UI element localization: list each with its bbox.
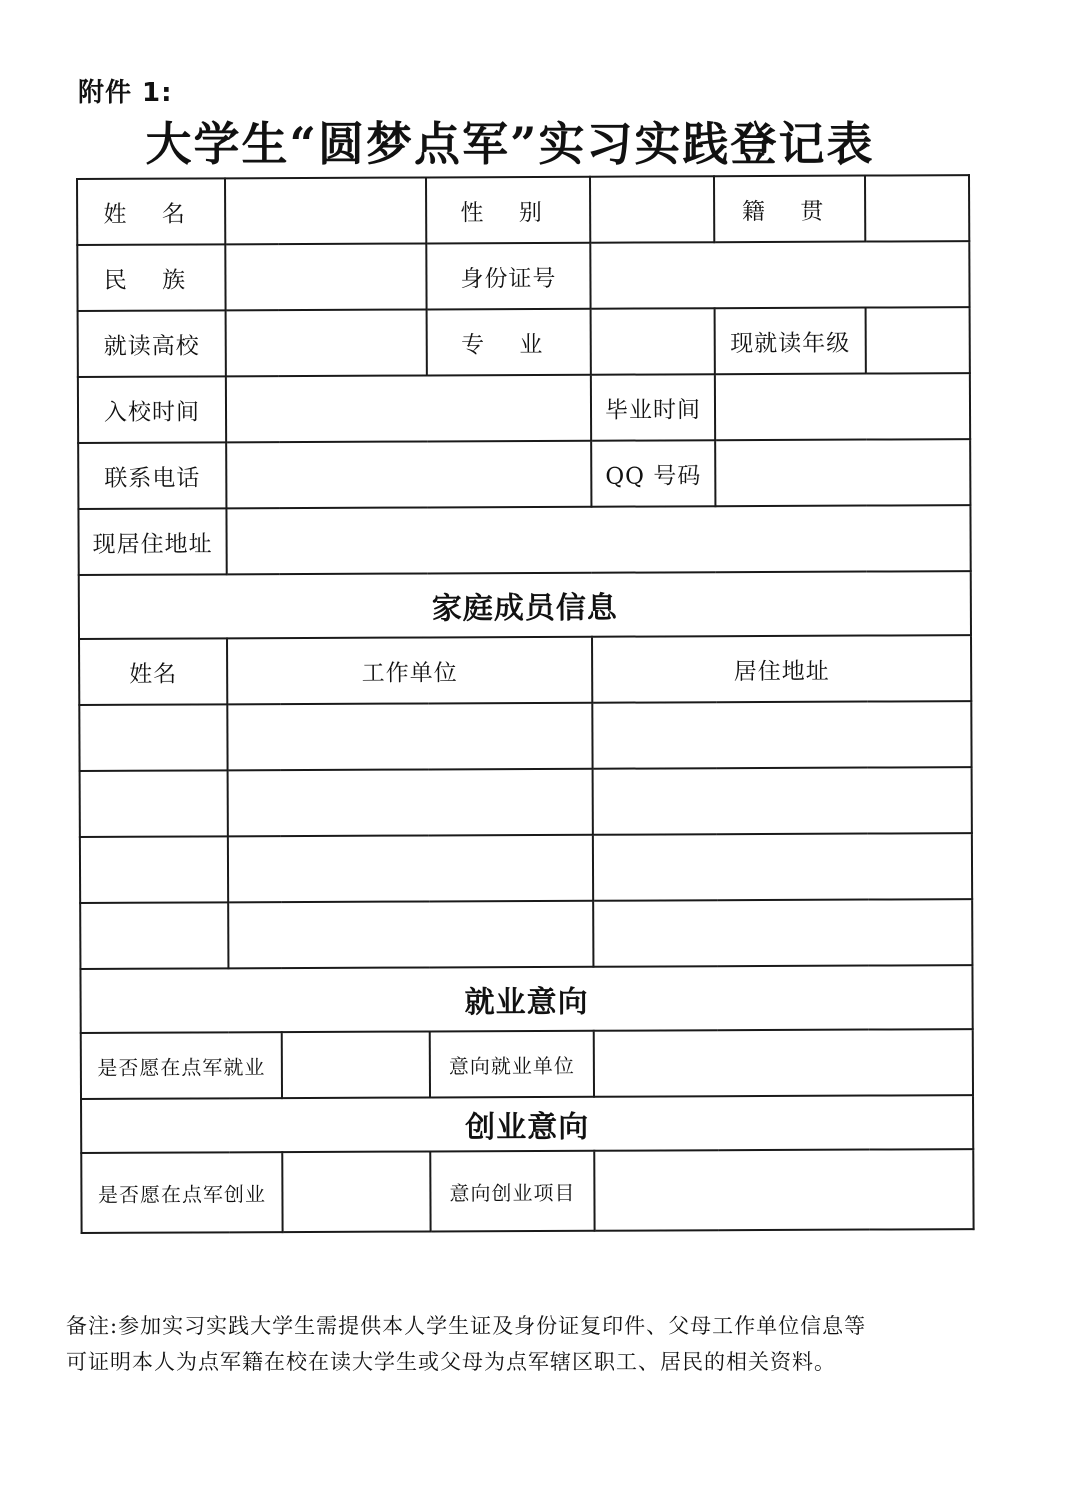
family-col-address: 居住地址 (592, 635, 971, 703)
native-place-label: 籍 贯 (714, 176, 865, 243)
address-label: 现居住地址 (78, 508, 226, 575)
family-workplace-cell[interactable] (228, 901, 593, 969)
remarks-line-1: 备注:参加实习实践大学生需提供本人学生证及身份证复印件、父母工作单位信息等 (66, 1314, 867, 1338)
phone-label: 联系电话 (78, 442, 226, 509)
row-entrepreneurship-header (81, 1095, 973, 1153)
form-title: 大学生“圆梦点军”实习实践登记表 (145, 117, 875, 171)
family-name-cell[interactable] (80, 902, 228, 969)
row-ethnicity-id (77, 241, 969, 311)
remarks (66, 1308, 966, 1380)
family-address-cell[interactable] (593, 833, 972, 901)
phone-field[interactable] (226, 441, 591, 509)
entrepreneurship-section-title: 创业意向 (81, 1095, 973, 1153)
family-address-cell[interactable] (593, 767, 972, 835)
enroll-time-label: 入校时间 (78, 376, 226, 443)
attachment-label: 附件 1: (78, 78, 173, 108)
family-address-cell[interactable] (592, 701, 971, 769)
family-section-title: 家庭成员信息 (79, 571, 971, 639)
employment-willing-label: 是否愿在点军就业 (81, 1032, 282, 1099)
entrepreneurship-target-field[interactable] (594, 1149, 973, 1231)
entrepreneurship-willing-field[interactable] (282, 1151, 430, 1232)
family-col-name: 姓名 (79, 638, 227, 705)
entrepreneurship-willing-label: 是否愿在点军创业 (81, 1152, 282, 1233)
family-address-cell[interactable] (593, 899, 972, 967)
grade-field[interactable] (866, 307, 970, 373)
enroll-time-field[interactable] (226, 375, 591, 443)
remarks-line-2: 可证明本人为点军籍在校在读大学生或父母为点军辖区职工、居民的相关资料。 (66, 1350, 836, 1374)
row-employment-header (80, 965, 972, 1033)
family-row (80, 833, 972, 903)
graduate-time-field[interactable] (715, 373, 970, 440)
row-employment (81, 1029, 973, 1099)
family-col-workplace: 工作单位 (227, 637, 592, 705)
family-row (80, 767, 972, 837)
gender-label: 性 别 (426, 177, 590, 244)
grade-label: 现就读年级 (715, 308, 866, 375)
family-row (80, 899, 972, 969)
major-field[interactable] (591, 308, 715, 375)
row-name-gender-native (77, 175, 969, 245)
row-family-columns (79, 635, 971, 705)
employment-target-field[interactable] (594, 1029, 973, 1097)
row-enroll-graduate (78, 373, 970, 443)
major-label: 专 业 (427, 309, 591, 376)
family-name-cell[interactable] (80, 836, 228, 903)
qq-label: QQ 号码 (591, 440, 715, 507)
employment-section-title: 就业意向 (80, 965, 972, 1033)
row-phone-qq (78, 439, 970, 509)
registration-table (76, 174, 975, 1234)
employment-target-label: 意向就业单位 (430, 1031, 594, 1098)
native-place-field[interactable] (865, 175, 969, 241)
ethnicity-field[interactable] (225, 243, 426, 310)
family-name-cell[interactable] (79, 704, 227, 771)
university-field[interactable] (226, 309, 427, 376)
family-row (79, 701, 971, 771)
id-number-label: 身份证号 (426, 243, 590, 310)
qq-field[interactable] (715, 439, 970, 506)
ethnicity-label: 民 族 (77, 244, 225, 311)
university-label: 就读高校 (78, 310, 226, 377)
name-label: 姓 名 (77, 178, 225, 245)
row-family-header (79, 571, 971, 639)
family-workplace-cell[interactable] (228, 835, 593, 903)
entrepreneurship-target-label: 意向创业项目 (430, 1151, 594, 1232)
employment-willing-field[interactable] (282, 1031, 430, 1098)
row-entrepreneurship (81, 1149, 973, 1233)
name-field[interactable] (225, 177, 426, 244)
id-number-field[interactable] (590, 241, 969, 309)
family-name-cell[interactable] (80, 770, 228, 837)
row-university-major-grade (78, 307, 970, 377)
family-workplace-cell[interactable] (227, 703, 592, 771)
gender-field[interactable] (590, 176, 714, 243)
graduate-time-label: 毕业时间 (591, 374, 715, 441)
family-workplace-cell[interactable] (228, 769, 593, 837)
address-field[interactable] (226, 505, 970, 574)
row-address (78, 505, 970, 575)
